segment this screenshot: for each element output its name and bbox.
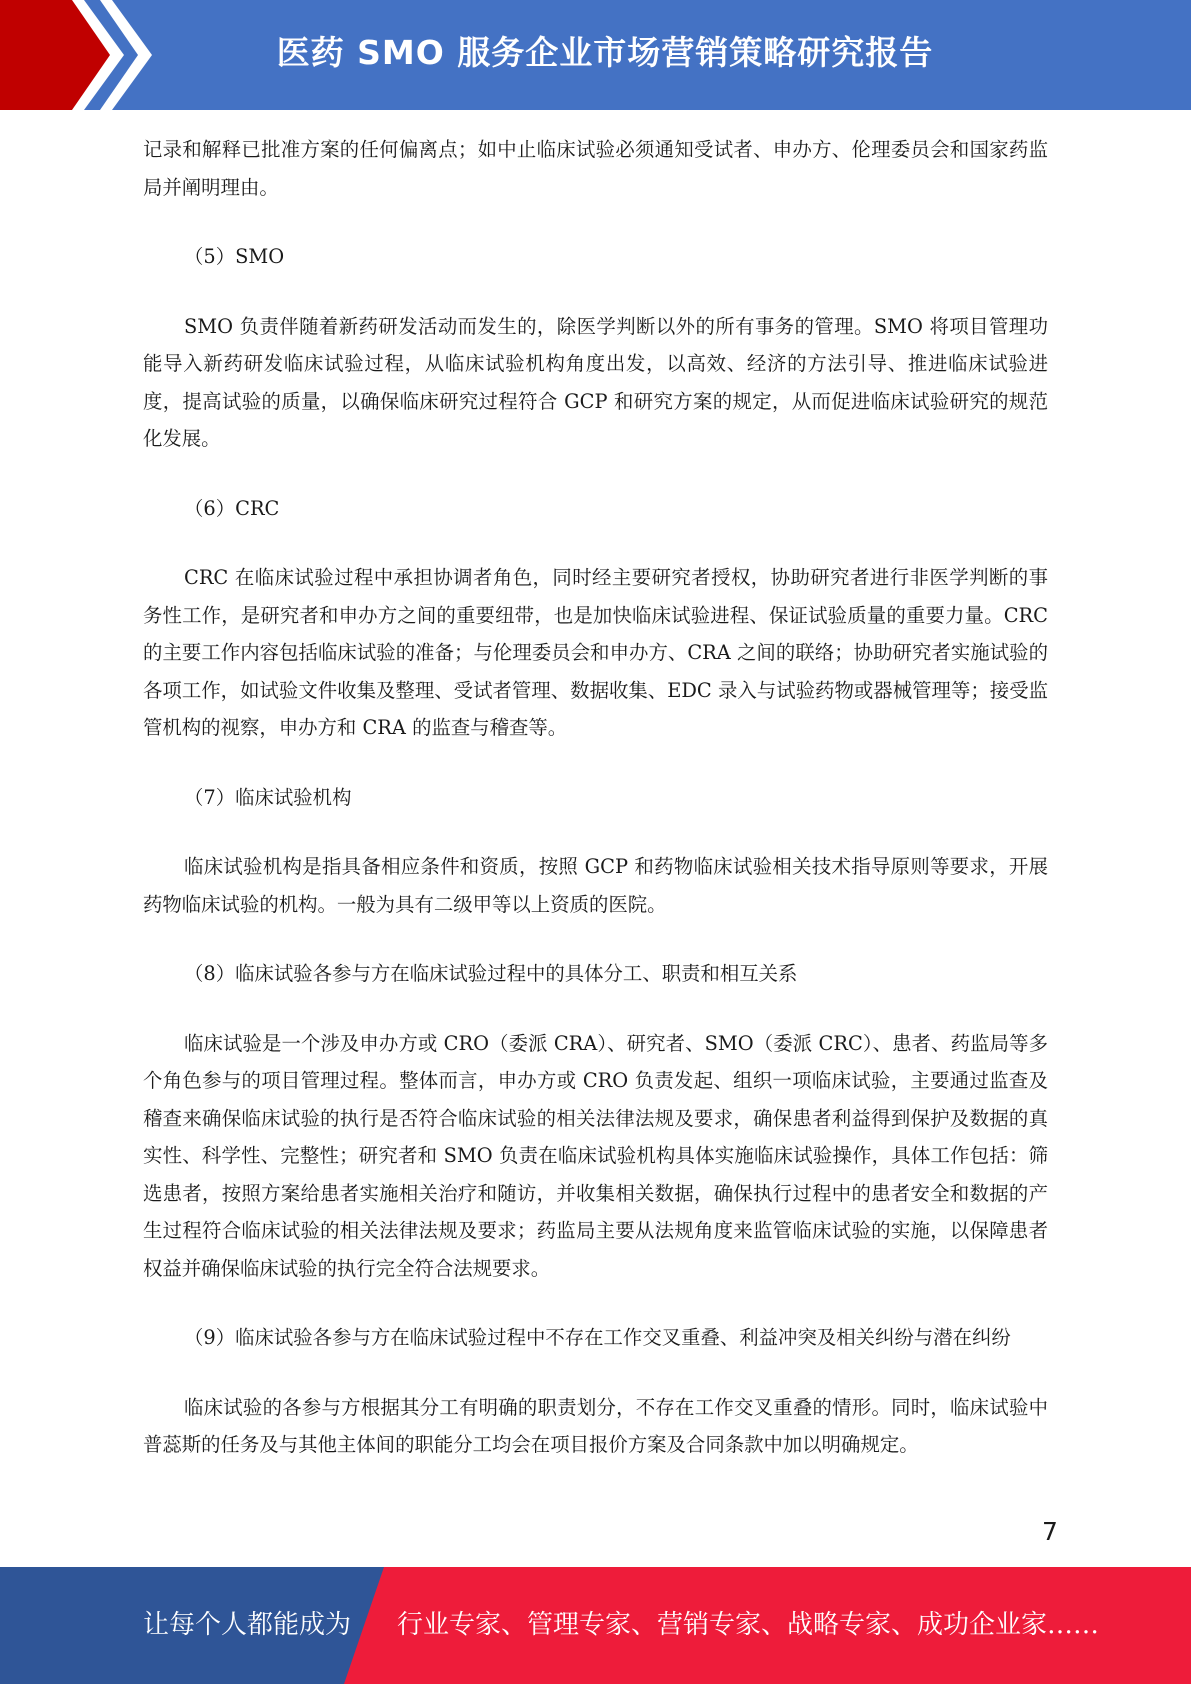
paragraph-continuation: 记录和解释已批准方案的任何偏离点；如中止临床试验必须通知受试者、申办方、伦理委员会和国家药监局并阐明理由。: [143, 138, 1048, 199]
chevron-arrow-icon: [0, 0, 160, 110]
paragraph-crc: CRC 在临床试验过程中承担协调者角色，同时经主要研究者授权，协助研究者进行非医学判断的事务性工作，是研究者和申办方之间的重要纽带，也是加快临床试验进程、保证试验质量的重要力量。CRC 的主要工作内容包括临床试验的准备；与伦理委员会和申办方、CRA 之间的联络；协助研究者实施试验的各项工作，如试验文件收集及整理、受试者管理、数据收集、EDC 录入与试验药物或器械管理等；接受监管机构的视察，申办方和 CRA 的监查与稽查等。: [143, 566, 1048, 739]
page-header: [0, 0, 1191, 110]
paragraph-roles: 临床试验是一个涉及申办方或 CRO（委派 CRA）、研究者、SMO（委派 CRC）、患者、药监局等多个角色参与的项目管理过程。整体而言，申办方或 CRO 负责发起、组织一项临床试验，主要通过监查及稽查来确保临床试验的执行是否符合临床试验的相关法律法规及要求，确保患者利益得到保护及数据的真实性、科学性、完整性；研究者和 SMO 负责在临床试验机构具体实施临床试验操作，具体工作包括：筛选患者，按照方案给患者实施相关治疗和随访，并收集相关数据，确保执行过程中的患者安全和数据的产生过程符合临床试验的相关法律法规及要求；药监局主要从法规角度来监管临床试验的实施，以保障患者权益并确保临床试验的执行完全符合法规要求。: [143, 1031, 1048, 1280]
section-heading-smo: （5）SMO: [184, 245, 285, 268]
section-heading-clinical-site: （7）临床试验机构: [184, 785, 352, 809]
section-heading-roles: （8）临床试验各参与方在临床试验过程中的具体分工、职责和相互关系: [184, 962, 798, 985]
paragraph-no-conflict: 临床试验的各参与方根据其分工有明确的职责划分，不存在工作交叉重叠的情形。同时，临床试验中普蕊斯的任务及与其他主体间的职能分工均会在项目报价方案及合同条款中加以明确规定。: [143, 1395, 1048, 1456]
paragraph-smo: SMO 负责伴随着新药研发活动而发生的，除医学判断以外的所有事务的管理。SMO 将项目管理功能导入新药研发临床试验过程，从临床试验机构角度出发，以高效、经济的方法引导、推进临床试验进度，提高试验的质量，以确保临床研究过程符合 GCP 和研究方案的规定，从而促进临床试验研究的规范化发展。: [143, 314, 1048, 450]
paragraph-clinical-site: 临床试验机构是指具备相应条件和资质，按照 GCP 和药物临床试验相关技术指导原则等要求，开展药物临床试验的机构。一般为具有二级甲等以上资质的医院。: [143, 855, 1048, 916]
section-heading-crc: （6）CRC: [184, 496, 280, 520]
document-body: [143, 131, 1048, 1464]
page-number: 7: [1042, 1517, 1058, 1546]
section-heading-no-conflict: （9）临床试验各参与方在临床试验过程中不存在工作交叉重叠、利益冲突及相关纠纷与潜在纠纷: [184, 1326, 1011, 1349]
report-title: 医药 SMO 服务企业市场营销策略研究报告: [276, 33, 934, 72]
footer-slogan-left: 让每个人都能成为: [143, 1610, 352, 1640]
page-footer: [0, 1567, 1191, 1684]
footer-slogan-right: 行业专家、管理专家、营销专家、战略专家、成功企业家……: [397, 1610, 1100, 1640]
